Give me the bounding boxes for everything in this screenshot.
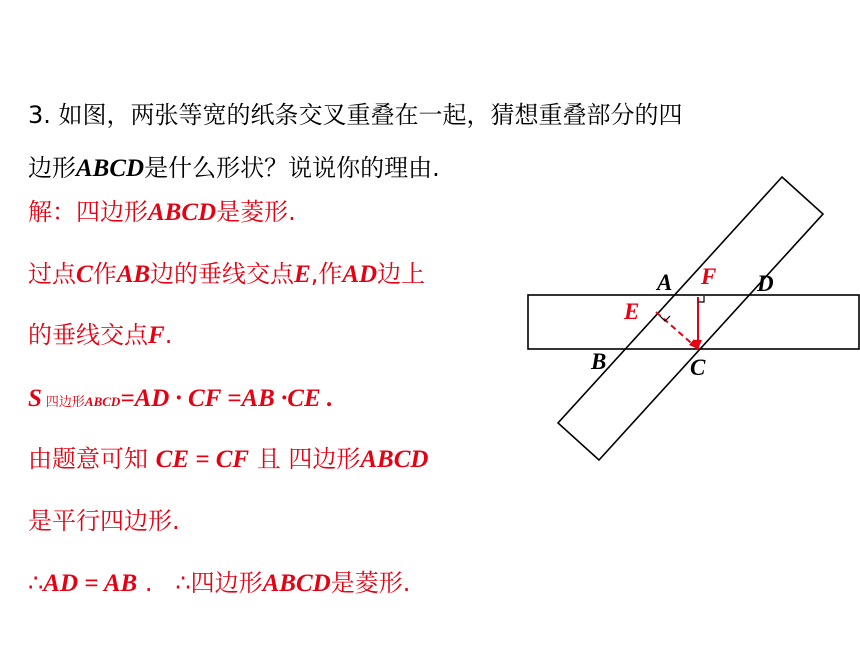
problem-abcd: ABCD bbox=[76, 155, 145, 182]
solution-line-6 bbox=[28, 506, 180, 536]
label-f: F bbox=[701, 264, 717, 289]
sol-6: 是平行四边形. bbox=[28, 507, 180, 535]
sol-7-dot: . bbox=[137, 569, 176, 597]
sol-2-ad: AD bbox=[342, 261, 378, 288]
problem-line-1 bbox=[28, 100, 683, 130]
sol-2-ab: AB bbox=[116, 261, 151, 288]
sol-5a: 由题意可知 bbox=[28, 445, 156, 473]
sol-5b: 且 四边形 bbox=[249, 445, 361, 473]
sol-1b: 是菱形. bbox=[216, 198, 296, 226]
label-d: D bbox=[757, 271, 774, 296]
sol-2-c: C bbox=[76, 261, 93, 288]
geometry-figure bbox=[520, 170, 860, 470]
sol-3b: . bbox=[164, 321, 173, 349]
problem-line-2 bbox=[28, 153, 440, 184]
problem-text-2a: 边形 bbox=[28, 154, 76, 182]
sol-2a: 过点 bbox=[28, 260, 76, 288]
solution-line-4 bbox=[28, 383, 333, 418]
label-b: B bbox=[591, 349, 607, 374]
sol-7-eq: AD = AB bbox=[43, 570, 138, 597]
sol-7b: 是菱形. bbox=[330, 569, 411, 597]
therefore-symbol-2: ∴ bbox=[175, 569, 191, 597]
label-a: A bbox=[657, 270, 673, 295]
sol-4-sub-abcd: ABCD bbox=[84, 394, 121, 409]
sol-5-abcd: ABCD bbox=[360, 446, 429, 473]
sol-7-abcd: ABCD bbox=[262, 570, 331, 597]
sol-2-e: E bbox=[294, 261, 311, 288]
sol-4-eq: =AD · CF =AB ·CE . bbox=[120, 385, 334, 412]
problem-text-2b: 是什么形状？说说你的理由. bbox=[144, 154, 440, 182]
sol-5-eq: CE = CF bbox=[155, 446, 250, 473]
solution-line-2 bbox=[28, 259, 425, 290]
problem-text-1: 3. 如图，两张等宽的纸条交叉重叠在一起，猜想重叠部分的四 bbox=[28, 101, 683, 129]
sol-2e: 边上 bbox=[377, 260, 426, 288]
sol-1-abcd: ABCD bbox=[148, 199, 217, 226]
sol-3-f: F bbox=[148, 322, 165, 349]
sol-7a: 四边形 bbox=[190, 569, 263, 597]
sol-2c: 边的垂线交点 bbox=[150, 260, 295, 288]
solution-line-3 bbox=[28, 320, 172, 351]
sol-3a: 的垂线交点 bbox=[28, 321, 148, 349]
sol-4-s: S bbox=[28, 385, 42, 412]
sol-2d: ,作 bbox=[310, 260, 343, 288]
therefore-symbol-1: ∴ bbox=[28, 569, 44, 597]
right-angle-e bbox=[660, 316, 670, 321]
label-e: E bbox=[624, 299, 640, 324]
diagonal-strip bbox=[558, 177, 823, 460]
solution-line-7 bbox=[28, 568, 410, 599]
sol-4-sub-cn: 四边形 bbox=[45, 395, 85, 410]
solution-line-5 bbox=[28, 444, 428, 475]
solution-line-1 bbox=[28, 197, 296, 228]
sol-1a: 解：四边形 bbox=[28, 198, 148, 226]
label-c: C bbox=[690, 355, 706, 380]
sol-2b: 作 bbox=[92, 260, 117, 288]
